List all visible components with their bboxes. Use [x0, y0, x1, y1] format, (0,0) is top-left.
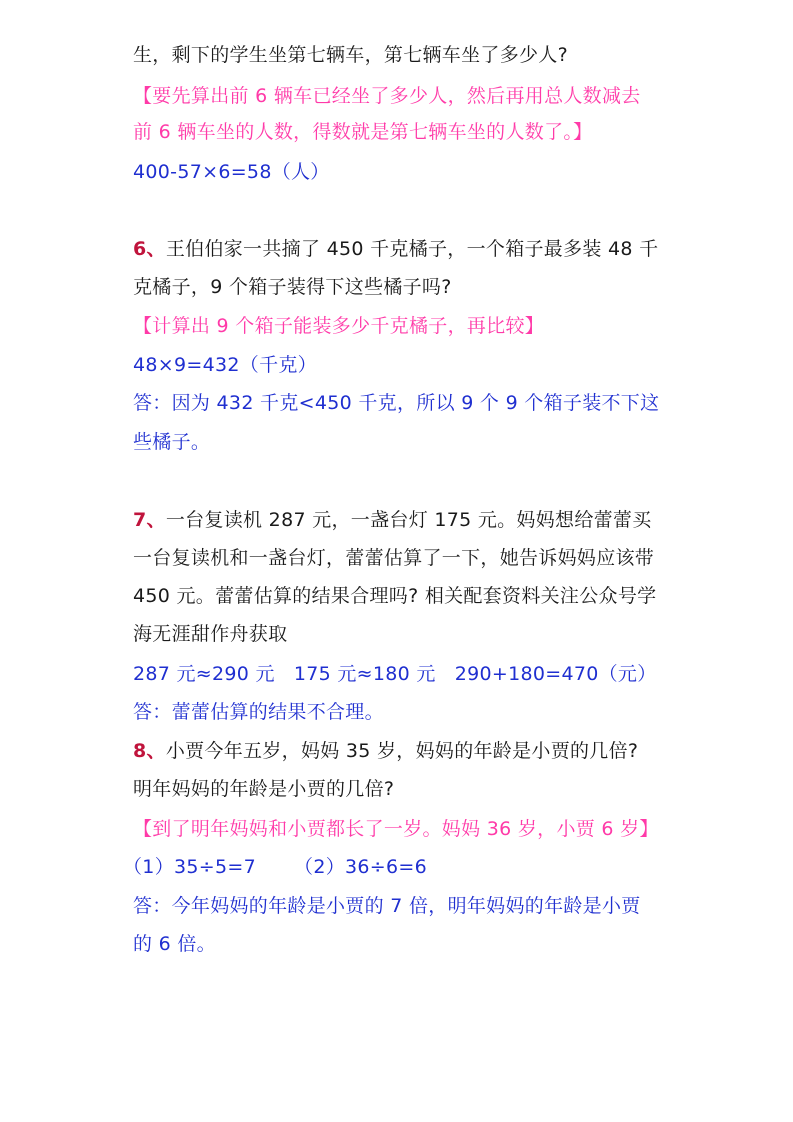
problem7-separator: 、	[146, 509, 166, 531]
problem5-calc: 400-57×6=58（人）	[133, 161, 330, 183]
problem6-text: 王伯伯家一共摘了 450 千克橘子，一个箱子最多装 48 千	[165, 238, 659, 260]
problem7-answer: 答：蕾蕾估算的结果不合理。	[133, 701, 384, 723]
problem6-text-line1	[133, 235, 658, 263]
problem8-text-line2: 明年妈妈的年龄是小贾的几倍?	[133, 778, 395, 800]
problem8-number: 8	[133, 740, 147, 762]
problem8-text-line1	[133, 737, 638, 765]
problem7-number: 7	[133, 509, 147, 531]
problem8-hint: 【到了明年妈妈和小贾都长了一岁。妈妈 36 岁，小贾 6 岁】	[133, 818, 659, 840]
problem5-text-cont: 生，剩下的学生坐第七辆车，第七辆车坐了多少人?	[133, 44, 568, 66]
problem7-text-line4: 海无涯甜作舟获取	[133, 623, 288, 645]
problem8-answer-line2: 的 6 倍。	[133, 933, 216, 955]
problem6-answer-line2: 些橘子。	[133, 431, 211, 453]
problem8-text: 小贾今年五岁，妈妈 35 岁，妈妈的年龄是小贾的几倍?	[165, 740, 639, 762]
problem6-answer-line1: 答：因为 432 千克<450 千克，所以 9 个 9 个箱子装不下这	[133, 392, 660, 414]
problem7-text-line2: 一台复读机和一盏台灯，蕾蕾估算了一下，她告诉妈妈应该带	[133, 547, 655, 569]
problem7-text: 一台复读机 287 元，一盏台灯 175 元。妈妈想给蕾蕾买	[165, 509, 652, 531]
problem6-number: 6	[133, 238, 147, 260]
problem6-hint: 【计算出 9 个箱子能装多少千克橘子，再比较】	[133, 315, 545, 337]
problem7-calc: 287 元≈290 元 175 元≈180 元 290+180=470（元）	[133, 663, 657, 685]
problem8-separator: 、	[146, 740, 166, 762]
problem5-hint-line1: 【要先算出前 6 辆车已经坐了多少人，然后再用总人数减去	[133, 85, 641, 107]
problem8-calc: （1）35÷5=7 （2）36÷6=6	[123, 856, 428, 878]
problem7-text-line1	[133, 506, 652, 534]
problem6-separator: 、	[146, 238, 166, 260]
problem8-answer-line1: 答：今年妈妈的年龄是小贾的 7 倍，明年妈妈的年龄是小贾	[133, 895, 641, 917]
problem7-text-line3: 450 元。蕾蕾估算的结果合理吗? 相关配套资料关注公众号学	[133, 585, 657, 607]
problem6-text-line2: 克橘子，9 个箱子装得下这些橘子吗?	[133, 276, 452, 298]
problem5-hint-line2: 前 6 辆车坐的人数，得数就是第七辆车坐的人数了。】	[133, 121, 593, 143]
problem6-calc: 48×9=432（千克）	[133, 354, 317, 376]
